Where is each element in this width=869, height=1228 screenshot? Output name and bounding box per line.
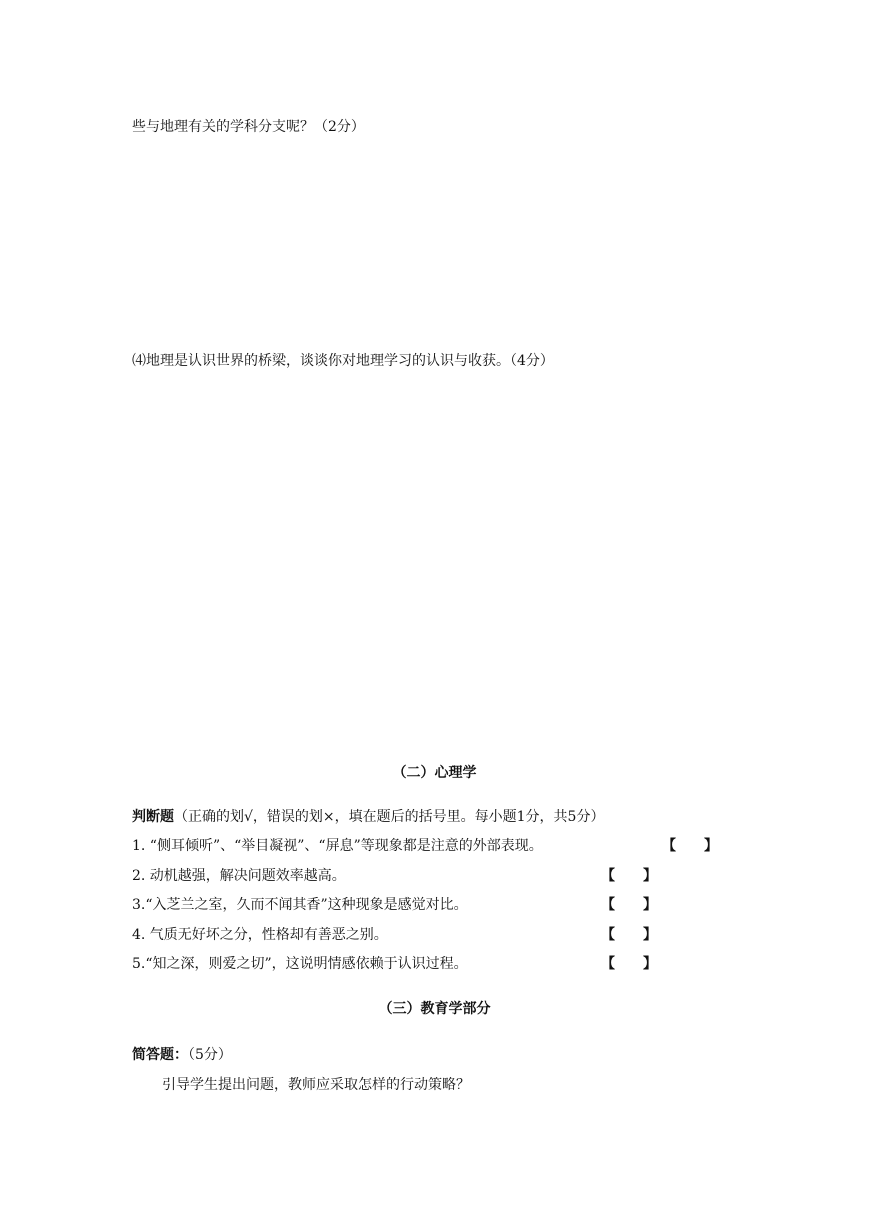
instruction-text: （正确的划√，错误的划×，填在题后的括号里。每小题1分，共5分） — [174, 809, 605, 825]
section-title-psychology: （二）心理学 — [392, 765, 477, 781]
answer-bracket-3: 【 】 — [601, 897, 657, 913]
question-continuation: 些与地理有关的学科分支呢？（2分） — [132, 119, 365, 135]
instruction-psychology — [132, 808, 604, 826]
short-answer-question: 引导学生提出问题，教师应采取怎样的行动策略？ — [162, 1077, 470, 1093]
answer-bracket-2: 【 】 — [601, 868, 657, 884]
judgment-item-2: 2. 动机越强，解决问题效率越高。 — [132, 868, 346, 884]
instruction-text: （5分） — [188, 1047, 232, 1063]
judgment-item-4: 4. 气质无好坏之分，性格却有善恶之别。 — [132, 927, 388, 943]
section-title-pedagogy: （三）教育学部分 — [378, 1001, 491, 1017]
answer-bracket-1: 【 】 — [662, 838, 718, 854]
instruction-label: 简答题： — [132, 1047, 188, 1063]
judgment-item-5: 5.“知之深，则爱之切”，这说明情感依赖于认识过程。 — [132, 956, 468, 972]
answer-bracket-5: 【 】 — [601, 956, 657, 972]
answer-bracket-4: 【 】 — [601, 927, 657, 943]
judgment-item-1: 1. “侧耳倾听”、“举目凝视”、“屏息”等现象都是注意的外部表现。 — [132, 838, 543, 854]
instruction-pedagogy — [132, 1046, 232, 1064]
judgment-item-3: 3.“入芝兰之室，久而不闻其香”这种现象是感觉对比。 — [132, 897, 468, 913]
instruction-label: 判断题 — [132, 809, 174, 825]
question-4: ⑷地理是认识世界的桥梁，谈谈你对地理学习的认识与收获。（4分） — [132, 353, 554, 369]
